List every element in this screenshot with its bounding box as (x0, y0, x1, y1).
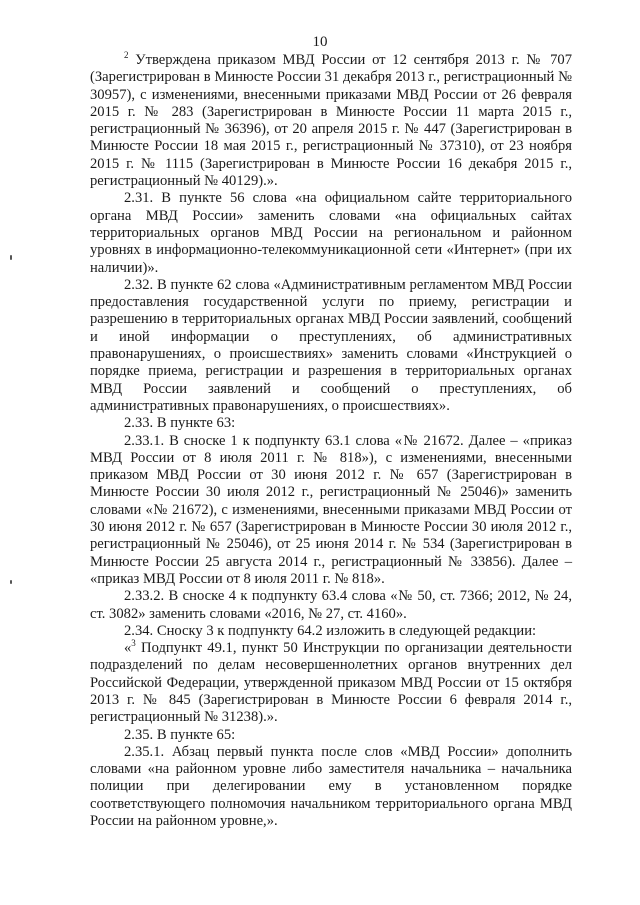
item-2-35-1-paragraph: 2.35.1. Абзац первый пункта после слов «МВД России» дополнить словами «на районном уровне либо заместителя начальника – начальника полиции при делегировании ему в установленном порядке соответствующего полномочия начальником территориального органа МВД России на районном уровне,». (90, 743, 572, 830)
footnote-2-paragraph (90, 52, 572, 190)
footnote-marker: 3 (131, 638, 136, 649)
scan-mark (10, 580, 12, 584)
item-2-32-paragraph: 2.32. В пункте 62 слова «Административным регламентом МВД России предоставления государственной услуги по приему, регистрации и разрешению в территориальных органах МВД России заявлений, сообщений и иной информации о преступлениях, об административных правонарушениях, о происшествиях» заменить словами «Инструкцией о порядке приема, регистрации и разрешения в территориальных органах МВД России заявлений и сообщений о преступлениях, об административных правонарушениях, о происшествиях». (90, 276, 572, 414)
footnote-marker: 2 (124, 50, 129, 61)
footnote-text: Утверждена приказом МВД России от 12 сентября 2013 г. № 707 (Зарегистрирован в Минюсте России 31 декабря 2013 г., регистрационный № 30957), с изменениями, внесенными приказами МВД России от 26 февраля 2015 г. № 283 (Зарегистрирован в Минюсте России 11 марта 2015 г., регистрационный № 36396), от 20 апреля 2015 г. № 447 (Зарегистрирован в Минюсте России 18 мая 2015 г., регистрационный № 37310), от 23 ноября 2015 г. № 1115 (Зарегистрирован в Минюсте России 16 декабря 2015 г., регистрационный № 40129).». (90, 52, 572, 190)
page-number: 10 (312, 34, 328, 50)
footnote-text: Подпункт 49.1, пункт 50 Инструкции по организации деятельности подразделений по делам несовершеннолетних органов внутренних дел Российской Федерации, утвержденной приказом МВД России от 15 октября 2013 г. № 845 (Зарегистрирован в Минюсте России 6 февраля 2014 г., регистрационный № 31238).». (90, 640, 572, 726)
item-2-35-paragraph: 2.35. В пункте 65: (124, 726, 236, 743)
document-body (90, 52, 572, 830)
item-2-34-paragraph: 2.34. Сноску 3 к подпункту 64.2 изложить в следующей редакции: (124, 622, 537, 639)
scan-mark (10, 255, 12, 260)
footnote-3-paragraph (90, 640, 572, 726)
item-2-33-2-paragraph: 2.33.2. В сноске 4 к подпункту 63.4 слова «№ 50, ст. 7366; 2012, № 24, ст. 3082» заменить словами «2016, № 27, ст. 4160». (90, 588, 572, 622)
item-2-31-paragraph: 2.31. В пункте 56 слова «на официальном сайте территориального органа МВД России» заменить словами «на официальных сайтах территориальных органов МВД России на региональном и районном уровнях в информационно-телекоммуникационной сети «Интернет» (при их наличии)». (90, 190, 572, 276)
quote-open: « (124, 640, 132, 657)
item-2-33-1-paragraph: 2.33.1. В сноске 1 к подпункту 63.1 слова «№ 21672. Далее – «приказ МВД России от 8 июля 2011 г. № 818»), с изменениями, внесенными приказом МВД России от 30 июня 2012 г. № 657 (Зарегистрирован в Минюсте России 30 июля 2012 г., регистрационный № 25046)» заменить словами «№ 21672), с изменениями, внесенными приказами МВД России от 30 июня 2012 г. № 657 (Зарегистрирован в Минюсте России 30 июля 2012 г., регистрационный № 25046), от 25 июня 2014 г. № 534 (Зарегистрирован в Минюсте России 25 августа 2014 г., регистрационный № 33856). Далее – «приказ МВД России от 8 июля 2011 г. № 818». (90, 432, 572, 587)
item-2-33-paragraph: 2.33. В пункте 63: (124, 415, 236, 432)
